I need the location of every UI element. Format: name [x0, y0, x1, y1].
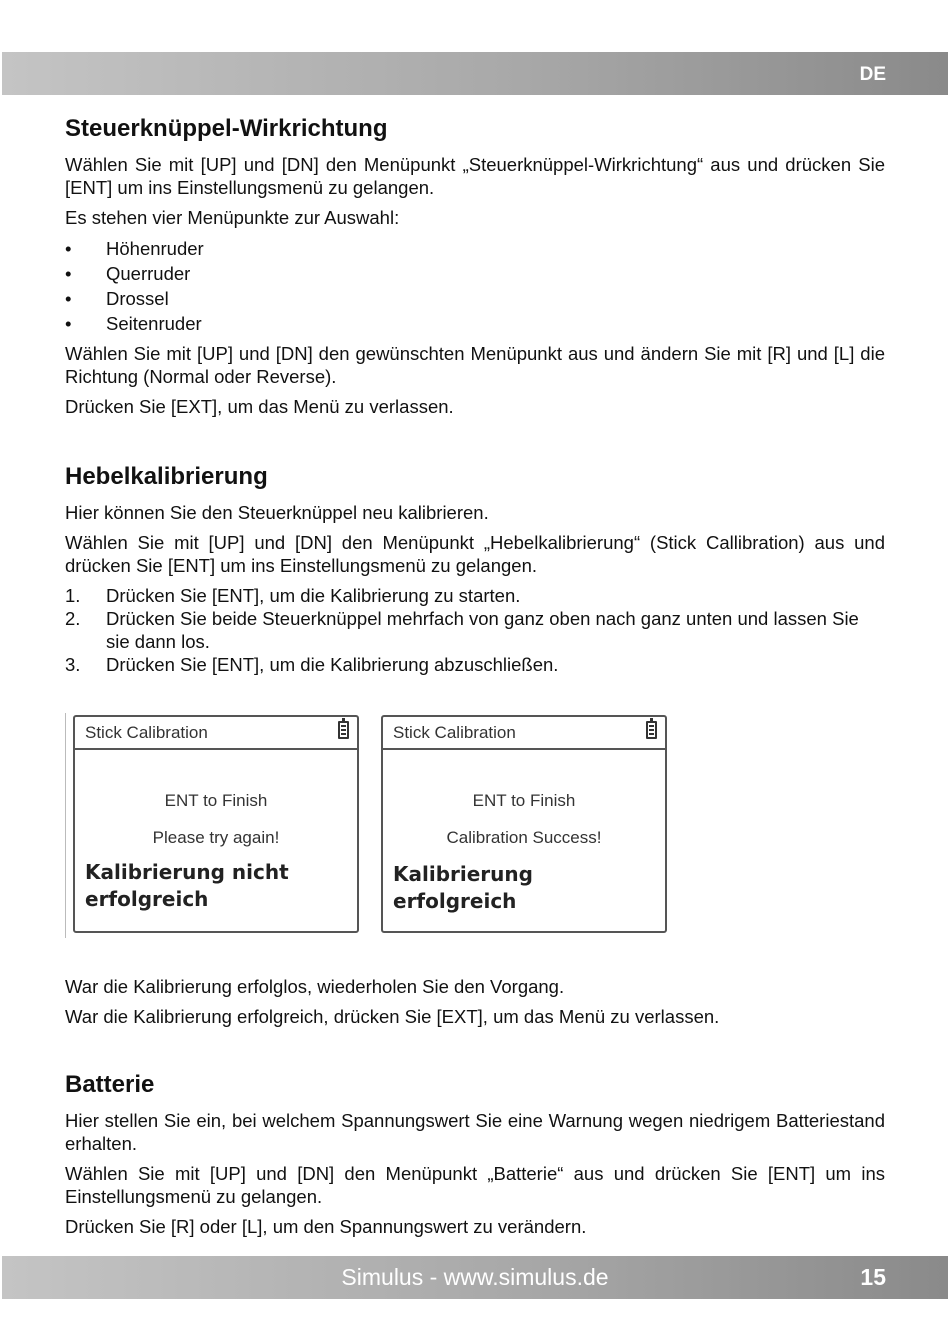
calibration-screens-figure: [65, 713, 675, 938]
list-item: [65, 584, 885, 607]
screen-caption: Kalibrierung nicht erfolgreich: [85, 860, 289, 911]
screen-line: Calibration Success!: [446, 828, 602, 847]
step-number: 2.: [65, 608, 81, 629]
paragraph: Hier stellen Sie ein, bei welchem Spannungswert Sie eine Warnung wegen niedrigem Batteriestand erhalten.: [65, 1110, 885, 1154]
paragraph: Wählen Sie mit [UP] und [DN] den Menüpunkt „Hebelkalibrierung“ (Stick Callibration) aus und drücken Sie [ENT] um ins Einstellungsmenü zu gelangen.: [65, 532, 885, 576]
footer-text: Simulus - www.simulus.de: [341, 1264, 609, 1290]
screen-title: Stick Calibration: [85, 723, 208, 742]
section-title-batterie: Batterie: [65, 1071, 155, 1098]
paragraph: Drücken Sie [EXT], um das Menü zu verlassen.: [65, 396, 454, 417]
post-figure-content: [65, 975, 885, 1245]
paragraph: War die Kalibrierung erfolgreich, drücken Sie [EXT], um das Menü zu verlassen.: [65, 1006, 720, 1027]
screen-caption: Kalibrierung erfolgreich: [393, 862, 533, 913]
main-content: [65, 113, 885, 676]
header-bar: [2, 52, 948, 95]
step-text: Drücken Sie [ENT], um die Kalibrierung abzuschließen.: [106, 654, 559, 675]
step-text: Drücken Sie beide Steuerknüppel mehrfach von ganz oben nach ganz unten und lassen Sie sie dann los.: [106, 608, 859, 652]
paragraph: Wählen Sie mit [UP] und [DN] den Menüpunkt „Steuerknüppel-Wirkrichtung“ aus und drücken Sie [ENT] um ins Einstellungsmenü zu gelangen.: [65, 154, 885, 198]
battery-icon: [338, 721, 349, 739]
paragraph: Wählen Sie mit [UP] und [DN] den Menüpunkt „Batterie“ aus und drücken Sie [ENT] um ins Einstellungsmenü zu gelangen.: [65, 1163, 885, 1207]
step-text: Drücken Sie [ENT], um die Kalibrierung zu starten.: [106, 585, 521, 606]
list-item: • Seitenruder: [65, 311, 885, 336]
list-item: • Höhenruder: [65, 236, 885, 261]
list-item: • Querruder: [65, 261, 885, 286]
step-number: 1.: [65, 585, 81, 606]
section-title-steuerknueppel: Steuerknüppel-Wirkrichtung: [65, 115, 388, 142]
battery-icon: [646, 721, 657, 739]
list-item: [65, 653, 885, 676]
screen-header: [75, 717, 357, 750]
screen-fail: [73, 715, 359, 933]
screen-header: [383, 717, 665, 750]
screen-title: Stick Calibration: [393, 723, 516, 742]
paragraph: War die Kalibrierung erfolglos, wiederholen Sie den Vorgang.: [65, 976, 565, 997]
steps-list: [65, 584, 885, 676]
paragraph: Drücken Sie [R] oder [L], um den Spannungswert zu verändern.: [65, 1216, 587, 1237]
list-item: • Drossel: [65, 286, 885, 311]
paragraph: Wählen Sie mit [UP] und [DN] den gewünschten Menüpunkt aus und ändern Sie mit [R] und [L] die Richtung (Normal oder Reverse).: [65, 343, 885, 387]
list-item: [65, 607, 885, 653]
screen-success: [381, 715, 667, 933]
language-label: DE: [859, 64, 886, 85]
footer-bar: [2, 1256, 948, 1299]
page-number: 15: [860, 1264, 886, 1290]
paragraph: Es stehen vier Menüpunkte zur Auswahl:: [65, 207, 400, 228]
paragraph: Hier können Sie den Steuerknüppel neu kalibrieren.: [65, 502, 489, 523]
menu-items-list: [65, 236, 885, 336]
screen-line: Please try again!: [152, 828, 280, 847]
screen-line: ENT to Finish: [164, 791, 268, 810]
step-number: 3.: [65, 654, 81, 675]
section-title-hebelkalibrierung: Hebelkalibrierung: [65, 463, 268, 490]
screen-line: ENT to Finish: [472, 791, 576, 810]
